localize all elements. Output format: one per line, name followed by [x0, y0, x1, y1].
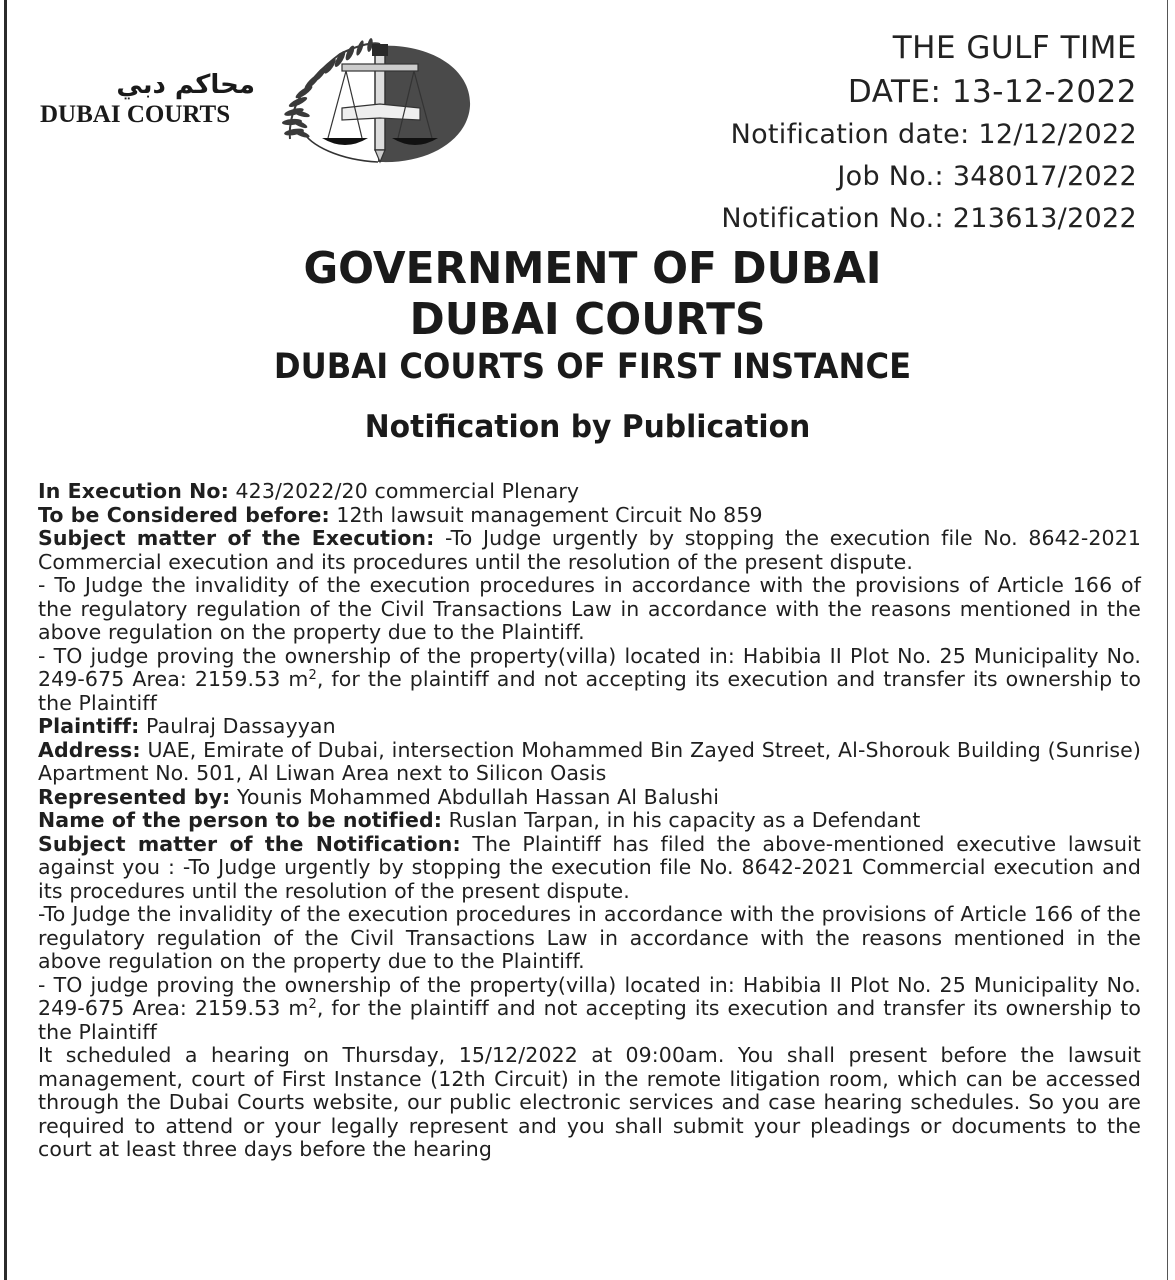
field-value: -To Judge urgently by stopping the execution file No. 8642-2021 Commercial execution and its procedures until the resolution of the present dispute. [38, 526, 1141, 574]
execution-clause: - To Judge the invalidity of the execution procedures in accordance with the provisions of Article 166 of the regulatory regulation of the Civil Transactions Law in accordance with the reasons mentioned in the above regulation on the property due to the Plaintiff. [38, 573, 1141, 644]
clause-text: , for the plaintiff and not accepting its execution and transfer its ownership to the Plaintiff [38, 667, 1142, 715]
field-label: Subject matter of the Execution: [38, 526, 435, 550]
subject-execution-field [38, 527, 1141, 574]
execution-number-field [38, 480, 1141, 504]
field-label: Address: [38, 737, 141, 762]
clause-text: , for the plaintiff and not accepting its execution and transfer its ownership to the Plaintiff [38, 996, 1142, 1044]
notice-body [38, 480, 1141, 1162]
field-value: Ruslan Tarpan, in his capacity as a Defendant [442, 808, 921, 832]
publication-name: THE GULF TIME [892, 30, 1137, 66]
logo-arabic-name: محاكم دبي [116, 70, 255, 100]
clause-text: - TO judge proving the ownership of the property(villa) located in: Habibia II Plot No. 25 Municipality No. 249-675 Area: 2159.53 m [38, 643, 1141, 691]
government-title: GOVERNMENT OF DUBAI [303, 243, 882, 294]
field-value: The Plaintiff has filed the above-mentioned executive lawsuit against you : -To Judge urgently by stopping the execution file No. 8642-2021 Commercial execution and its procedures until the resolution of the present dispute. [38, 831, 1141, 903]
subject-notification-field [38, 833, 1141, 904]
person-notified-field [38, 809, 1141, 833]
clause-text: - TO judge proving the ownership of the property(villa) located in: Habibia II Plot No. 25 Municipality No. 249-675 Area: 2159.53 m [38, 972, 1141, 1020]
plaintiff-field [38, 715, 1141, 739]
address-field [38, 739, 1141, 786]
field-label: To be Considered before: [38, 502, 330, 527]
field-label: Name of the person to be notified: [38, 808, 443, 832]
field-value: UAE, Emirate of Dubai, intersection Mohammed Bin Zayed Street, Al-Shorouk Building (Sunrise) Apartment No. 501, Al Liwan Area next to Silicon Oasis [38, 737, 1141, 785]
courts-title: DUBAI COURTS [409, 294, 766, 345]
field-value: Paulraj Dassayyan [139, 714, 336, 738]
logo-english-name: DUBAI COURTS [40, 101, 231, 128]
field-value: 12th lawsuit management Circuit No 859 [329, 502, 763, 527]
publication-metadata [721, 26, 1137, 240]
represented-by-field [38, 786, 1141, 810]
notification-date: Notification date: 12/12/2022 [730, 119, 1137, 150]
superscript: 2 [308, 668, 317, 683]
field-label: Represented by: [38, 784, 231, 809]
notification-clause [38, 974, 1141, 1045]
field-label: Plaintiff: [38, 714, 140, 738]
field-label: Subject matter of the Notification: [38, 831, 461, 856]
field-value: Younis Mohammed Abdullah Hassan Al Balushi [230, 784, 720, 809]
dubai-courts-logo [30, 34, 475, 169]
court-instance-title: DUBAI COURTS OF FIRST INSTANCE [273, 347, 912, 387]
considered-before-field [38, 504, 1141, 528]
notice-type-heading: Notification by Publication [364, 409, 811, 445]
hearing-paragraph: It scheduled a hearing on Thursday, 15/12/2022 at 09:00am. You shall present before the lawsuit management, court of First Instance (12th Circuit) in the remote litigation room, which can be accessed through the Dubai Courts website, our public electronic services and case hearing schedules. So you are required to attend or your legally represent and you shall submit your pleadings or documents to the court at least three days before the hearing [38, 1043, 1141, 1161]
field-value: 423/2022/20 commercial Plenary [228, 479, 580, 503]
logo-text [40, 70, 285, 130]
scales-of-justice-icon [280, 34, 475, 169]
publication-date: DATE: 13-12-2022 [847, 74, 1137, 110]
superscript: 2 [308, 997, 317, 1012]
notice-titles [0, 243, 1175, 447]
notification-clause: -To Judge the invalidity of the execution procedures in accordance with the provisions of Article 166 of the regulatory regulation of the Civil Transactions Law in accordance with the reasons mentioned in the above regulation on the property due to the Plaintiff. [38, 902, 1141, 973]
notification-number: Notification No.: 213613/2022 [721, 203, 1137, 234]
job-number: Job No.: 348017/2022 [837, 161, 1137, 192]
execution-clause [38, 645, 1141, 716]
field-label: In Execution No: [38, 479, 229, 503]
